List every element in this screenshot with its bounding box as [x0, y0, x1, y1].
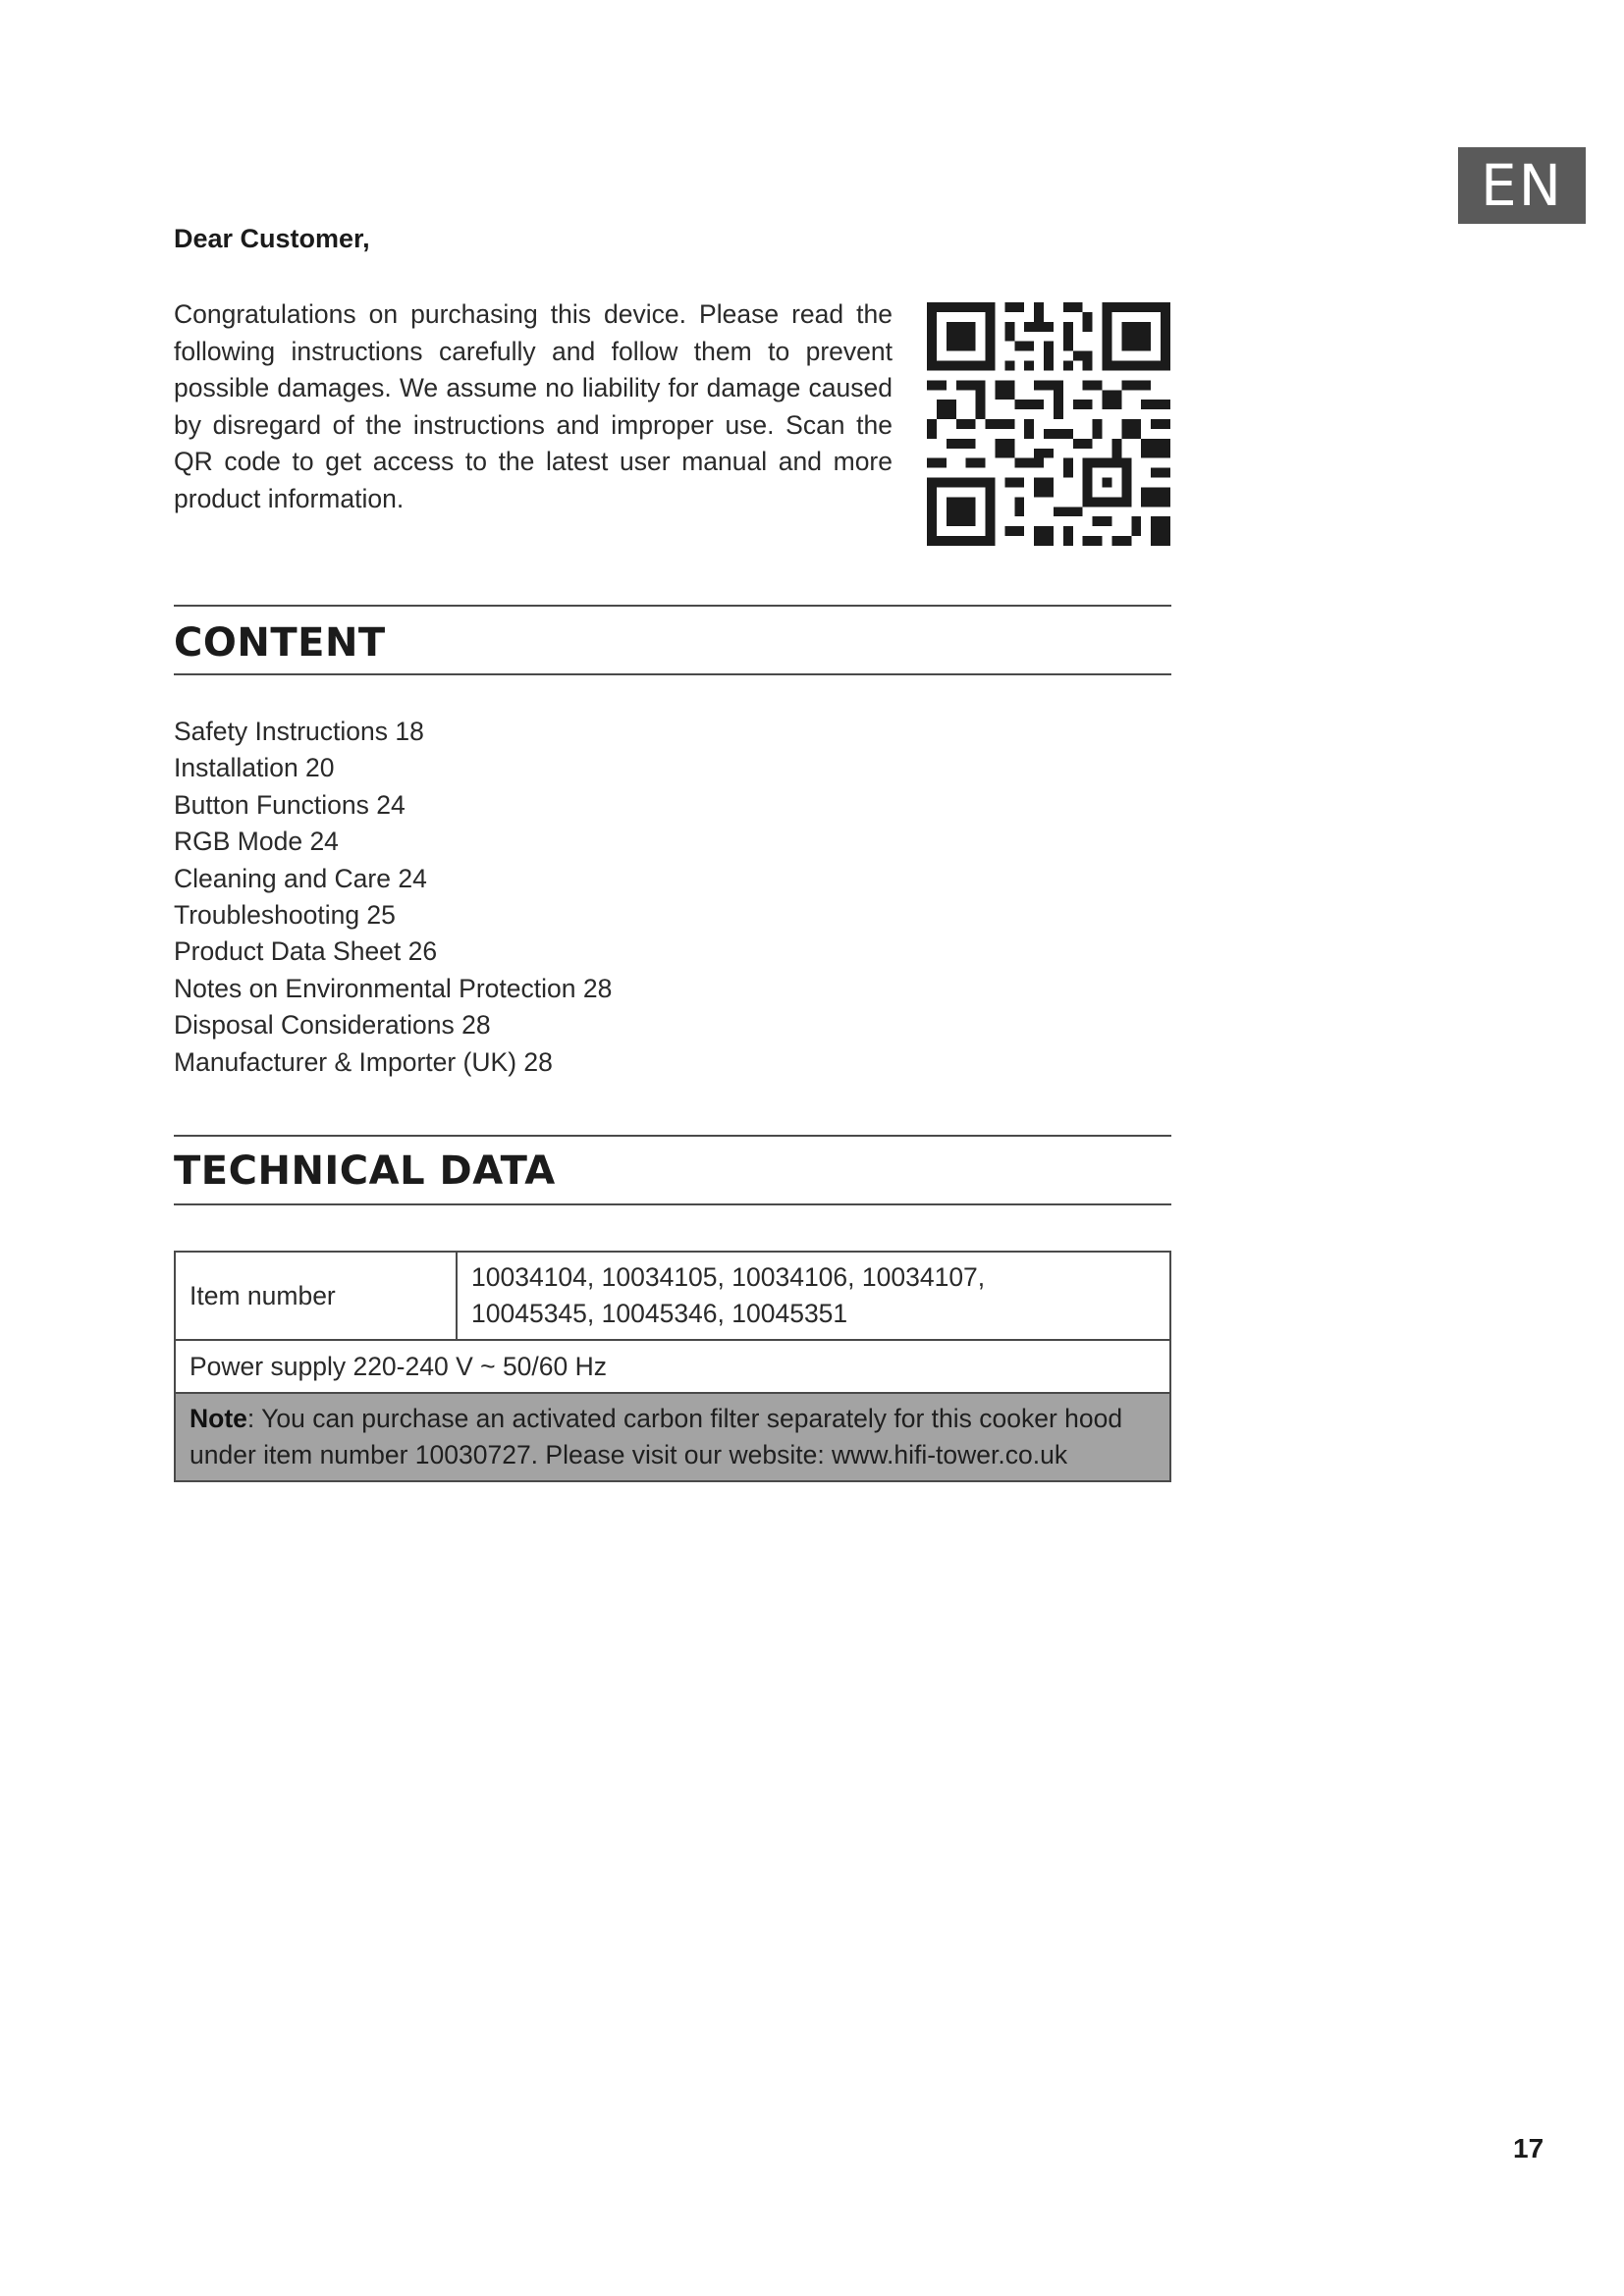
toc-item[interactable]: Cleaning and Care 24	[174, 863, 427, 893]
toc-item[interactable]: Button Functions 24	[174, 789, 406, 820]
table-row	[175, 1393, 1170, 1481]
item-number-label: Item number	[175, 1252, 457, 1340]
page-number: 17	[1513, 2133, 1544, 2163]
language-tab: EN	[1458, 147, 1586, 224]
power-supply-label: Power supply	[189, 1351, 347, 1381]
toc-item[interactable]: Safety Instructions 18	[174, 717, 424, 746]
power-supply-cell	[175, 1340, 1170, 1393]
power-supply-value: 220-240 V ~ 50/60 Hz	[352, 1351, 608, 1381]
toc-item[interactable]: Notes on Environmental Protection 28	[174, 973, 613, 1003]
technical-data-bottom-rule	[174, 1203, 1171, 1205]
table-row	[175, 1252, 1170, 1340]
toc-item[interactable]: Troubleshooting 25	[174, 900, 396, 931]
item-numbers-line: 10034104, 10034105, 10034106, 10034107,	[471, 1262, 986, 1292]
technical-data-top-rule	[174, 1135, 1171, 1137]
toc-item[interactable]: Disposal Considerations 28	[174, 1010, 491, 1041]
table-of-contents	[174, 714, 612, 1081]
table-row	[175, 1340, 1170, 1393]
item-numbers-line: 10045345, 10045346, 10045351	[471, 1299, 848, 1328]
toc-item[interactable]: RGB Mode 24	[174, 827, 339, 857]
intro-paragraph: Congratulations on purchasing this device. Please read the following instructions carefully and follow them to prevent possible damages. We assume no liability for damage caused by disregard of the instructions and improper use. Scan the QR code to get access to the latest user manual and more product information.	[174, 299, 893, 513]
content-bottom-rule	[174, 673, 1171, 675]
toc-item[interactable]: Manufacturer & Importer (UK) 28	[174, 1046, 553, 1077]
toc-item[interactable]: Product Data Sheet 26	[174, 936, 438, 967]
technical-data-table	[174, 1251, 1171, 1482]
note-text: : You can purchase an activated carbon filter separately for this cooker hood under item number 10030727. Please visit our website: www.hifi-tower.co.uk	[189, 1404, 1123, 1469]
item-number-values	[457, 1252, 1170, 1340]
content-heading: CONTENT	[174, 620, 386, 666]
greeting: Dear Customer,	[174, 224, 370, 253]
content-top-rule	[174, 605, 1171, 607]
qr-code-icon	[927, 302, 1170, 546]
toc-item[interactable]: Installation 20	[174, 753, 335, 783]
note-cell	[175, 1393, 1170, 1481]
note-label: Note	[189, 1404, 247, 1433]
technical-data-heading: TECHNICAL DATA	[174, 1148, 556, 1194]
